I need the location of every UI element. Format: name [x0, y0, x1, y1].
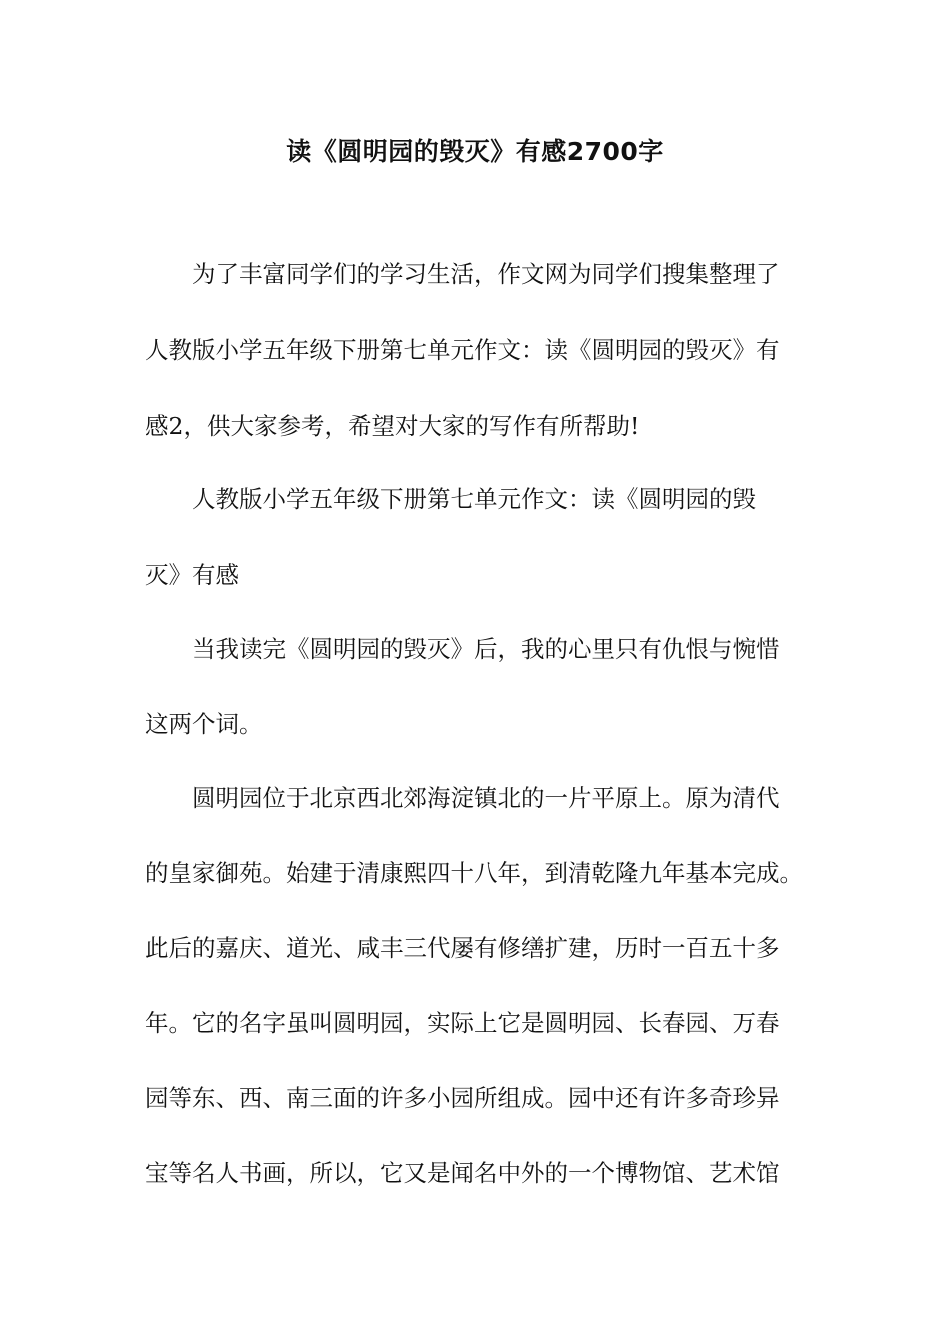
paragraph-line: 这两个词。: [145, 710, 263, 738]
paragraph-line: 圆明园位于北京西北郊海淀镇北的一片平原上。原为清代: [192, 784, 780, 812]
paragraph-line: 当我读完《圆明园的毁灭》后，我的心里只有仇恨与惋惜: [192, 635, 780, 663]
paragraph-line: 园等东、西、南三面的许多小园所组成。园中还有许多奇珍异: [145, 1084, 780, 1112]
paragraph-line: 灭》有感: [145, 561, 239, 589]
paragraph-line: 人教版小学五年级下册第七单元作文：读《圆明园的毁灭》有: [145, 336, 780, 364]
paragraph-line: 人教版小学五年级下册第七单元作文：读《圆明园的毁: [192, 485, 756, 513]
paragraph-line: 感2，供大家参考，希望对大家的写作有所帮助!: [145, 412, 640, 440]
paragraph-line: 宝等名人书画，所以，它又是闻名中外的一个博物馆、艺术馆: [145, 1159, 780, 1187]
paragraph-line: 此后的嘉庆、道光、咸丰三代屡有修缮扩建，历时一百五十多: [145, 934, 780, 962]
document-title: 读《圆明园的毁灭》有感2700字: [286, 137, 664, 166]
paragraph-line: 为了丰富同学们的学习生活，作文网为同学们搜集整理了: [192, 260, 780, 288]
paragraph-line: 的皇家御苑。始建于清康熙四十八年，到清乾隆九年基本完成。: [145, 859, 803, 887]
paragraph-line: 年。它的名字虽叫圆明园，实际上它是圆明园、长春园、万春: [145, 1009, 780, 1037]
